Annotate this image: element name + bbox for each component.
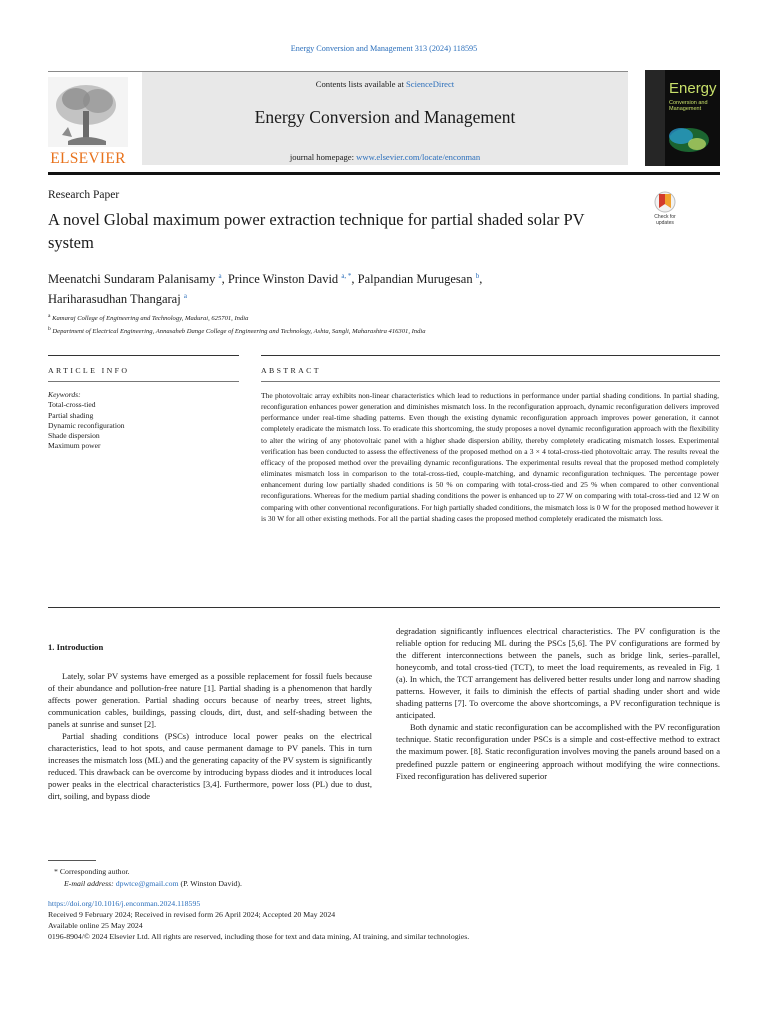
abstract-text: The photovoltaic array exhibits non-linear characteristics which lead to reductions in performance under partial shading conditions. In partial shading, reconfiguration enhances power generation and diminishes mismatch loss. In the reconfiguration approach, dynamic reconfiguration delivers improved performance under real-time shading patterns. Even though the existing dynamic reconfiguration approach improves power generation, it cannot completely eradicate the mismatch loss. To eradicate this shortcoming, the study proposes a novel dynamic reconfiguration approach with the flexibility to alter the wiring of any photovoltaic panel with a higher shade dispersion ability, thereby completely eradicating mismatch losses. Experimental verification has been conducted to assess the effectiveness of the proposed method on a 3 × 4 total-cross-tied photovoltaic array. The results reveal the efficacy of the proposed method over the prevailing dynamic reconfigurations. The experimental results reveal that the proposed method completely eliminates mismatch loss in comparison to the total-cross-tied, couple-matching, and dynamic reconfiguration techniques. The percentage power enhancement during low partially shaded conditions is 50 % on comparing with total-cross-tied and 25 % when compared to other conventional reconfigurations. Whereas for the medium partial shading conditions the power is enhanced up to 27 W on comparing with total-cross-tied and 12 W on comparing with other conventional reconfigurations. For high partially shaded conditions, the mismatch loss is 0 W for the proposed method however it is 30 W for all other existing methods. For all the partial shading cases the proposed method completely eradicated the mismatch loss.	[261, 391, 719, 523]
cover-subtitle: Conversion and Management	[669, 100, 708, 112]
paragraph: Partial shading conditions (PSCs) introduce local power peaks on the electrical characteristics, lead to hot spots, and cause permanent damage to PV panels. This in turn increases the mismatch loss (ML) and the generating capacity of the PV system is significantly reduced. This drawback can be overcome by introducing bypass diodes and it introduces local power peaks in the electrical characteristics [3,4]. Furthermore, power loss (PL) due to dust, dirt, soiling, and bypass diode	[48, 731, 372, 802]
keywords-label: Keywords:	[48, 390, 81, 399]
header-thick-rule	[48, 172, 720, 175]
abstract-rule-top	[261, 355, 720, 356]
homepage-line	[142, 152, 628, 162]
contents-prefix: Contents lists available at	[315, 79, 406, 89]
article-info-heading: ARTICLE INFO	[48, 366, 130, 375]
paragraph: Both dynamic and static reconfiguration can be accomplished with the PV reconfiguration technique. Static reconfiguration under PSCs is a simple and cost-effective method to extract the maximum power. [8]. Static reconfiguration involves moving the panels around based on a predefined puzzle pattern or engineering approach without modifying the wire connections. Fixed reconfiguration has delivered superior	[396, 722, 720, 781]
copyright-line: 0196-8904/© 2024 Elsevier Ltd. All rights are reserved, including those for text and data mining, AI training, and similar technologies.	[48, 932, 470, 942]
available-online: Available online 25 May 2024	[48, 921, 143, 931]
keyword: Maximum power	[48, 441, 101, 451]
info-rule-top	[48, 355, 239, 356]
author-list	[48, 268, 648, 308]
header-divider	[48, 71, 628, 72]
homepage-link[interactable]: www.elsevier.com/locate/enconman	[356, 152, 481, 162]
received-dates: Received 9 February 2024; Received in revised form 26 April 2024; Accepted 20 May 2024	[48, 910, 336, 920]
body-column-left	[48, 670, 372, 803]
author[interactable]: Hariharasudhan Thangaraj $^a$	[48, 292, 187, 307]
keyword: Shade dispersion	[48, 431, 100, 441]
elsevier-logo	[48, 77, 128, 169]
email-note	[64, 878, 242, 889]
affiliations	[48, 311, 728, 337]
check-for-updates-icon	[646, 190, 684, 216]
abstract-rule-mid	[261, 381, 720, 382]
email-owner: (P. Winston David).	[180, 879, 242, 888]
email-label: E-mail address:	[64, 879, 114, 888]
author[interactable]: Meenatchi Sundaram Palanisamy $^a$,	[48, 272, 228, 287]
info-rule-mid	[48, 381, 239, 382]
keyword: Partial shading	[48, 410, 94, 420]
publication-metadata	[48, 898, 728, 942]
author[interactable]: Prince Winston David $^{a, *}$,	[227, 272, 358, 287]
journal-reference[interactable]: Energy Conversion and Management 313 (2024) 118595	[290, 44, 478, 53]
paragraph: Lately, solar PV systems have emerged as a possible replacement for fossil fuels because of their abundance and pollution-free nature [1]. Partial shading is a phenomenon that hardly affects power generation. Partial shading occurs because of nearby trees, street lights, communication cables, buildings, passing clouds, dirt, dust, and self-shading between the panels at sunrise and sunset [2].	[48, 671, 372, 730]
paragraph: degradation significantly influences electrical characteristics. The PV configuration is the reliable option for reducing ML during the PSCs [5,6]. The PV configurations are formed by the different interconnections between the panels, such as bridge link, series–parallel, honeycomb, and total cross-tied (TCT), to meet the load requirements, as revealed in Fig. 1 (a). In which, the TCT arrangement has delivered better results under long and narrow shading patterns. However, it fails to diminish the effects of partial shading under short and wide shading patterns [7]. To overcome the above shortcomings, a PV reconfiguration technique is anticipated.	[396, 626, 720, 721]
author[interactable]: Palpandian Murugesan $^b$,	[357, 272, 483, 287]
corresponding-author-note: * Corresponding author.	[54, 867, 130, 876]
affiliation: $^a$ Kamaraj College of Engineering and Technology, Madurai, 625701, India	[48, 313, 249, 323]
cover-title: Energy	[669, 80, 717, 97]
keyword: Dynamic reconfiguration	[48, 420, 125, 430]
keywords-block	[48, 390, 238, 452]
homepage-prefix: journal homepage:	[289, 152, 357, 162]
journal-cover[interactable]	[645, 70, 720, 166]
sciencedirect-link[interactable]: ScienceDirect	[406, 79, 455, 89]
doi-link[interactable]: https://doi.org/10.1016/j.enconman.2024.118595	[48, 899, 201, 908]
keyword: Total-cross-tied	[48, 400, 96, 410]
elsevier-wordmark: ELSEVIER	[50, 150, 126, 167]
affiliation: $^b$ Department of Electrical Engineering, Annasaheb Dange College of Engineering and Technology, Ashta, Sangli, Maharashtra 416301, India	[48, 326, 426, 336]
article-type: Research Paper	[48, 189, 120, 201]
footnote-rule	[48, 860, 96, 861]
journal-title: Energy Conversion and Management	[254, 107, 516, 127]
section-heading-introduction: 1. Introduction	[48, 642, 104, 652]
body-column-right	[396, 625, 720, 782]
abstract-heading: ABSTRACT	[261, 366, 321, 375]
article-title: A novel Global maximum power extraction technique for partial shaded solar PV system	[48, 210, 585, 252]
email-link[interactable]: dpwtce@gmail.com	[115, 879, 179, 888]
abstract-rule-bottom	[48, 607, 720, 608]
check-for-updates-label: Check for updates	[654, 214, 676, 226]
contents-line	[142, 79, 628, 89]
check-for-updates-badge[interactable]	[646, 190, 684, 230]
